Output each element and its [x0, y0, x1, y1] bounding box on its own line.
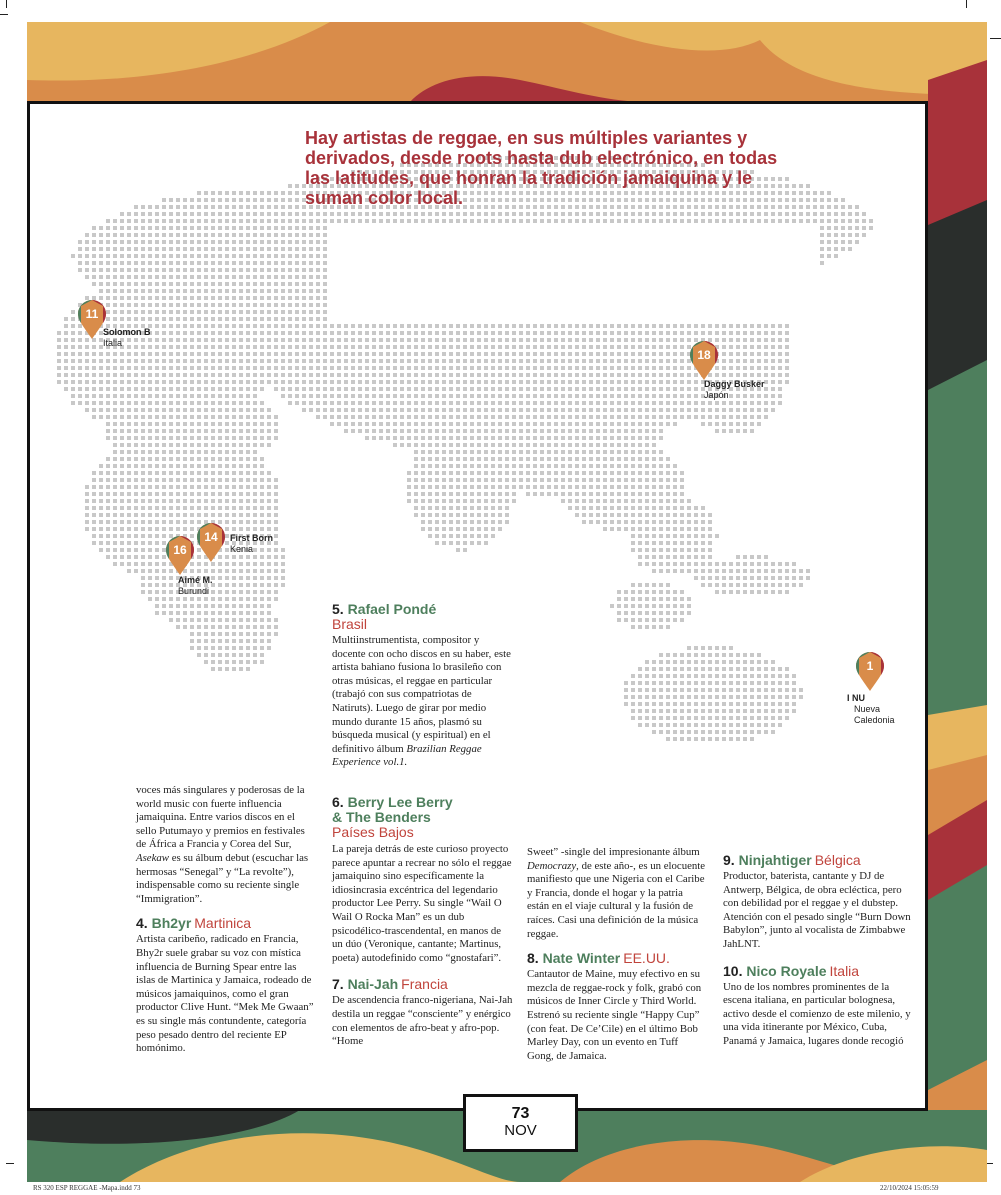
artist-country: Países Bajos	[332, 824, 414, 840]
article-heading	[527, 951, 707, 966]
artist-name: Daggy Busker	[704, 379, 765, 389]
artist-country: EE.UU.	[623, 950, 670, 967]
article-country-line	[332, 825, 514, 840]
artist-name: I NU	[847, 693, 865, 703]
article-number: 8.	[527, 950, 539, 967]
album-title: Brazilian Reggae Experience vol.1.	[332, 742, 482, 769]
article-body: Uno de los nombres prominentes de la escena italiana, en particular bolognesa, activo desde el comienzo de este milenio, y una vida itinerante por México, Cuba, Panamá y Jamaica, lugares donde recogió	[723, 980, 911, 1047]
artist-name: Ninjahtiger	[738, 852, 812, 868]
issue-month: NOV	[504, 1122, 537, 1139]
article-body: Productor, baterista, cantante y DJ de Antwerp, Bélgica, de obra ecléctica, pero con debilidad por el reggae y el dubstep. Atención con el pesado single “Burn Down Babylon”, junto al vocalista de Zimbabwe JahLNT.	[723, 870, 911, 950]
article-number: 6.	[332, 794, 344, 810]
pin-number: 11	[85, 307, 99, 321]
album-title: Democrazy	[527, 859, 577, 872]
column-1	[136, 784, 314, 1056]
artist-name: Rafael Pondé	[347, 601, 437, 617]
article-body	[332, 634, 514, 770]
artist-country: Burundi	[178, 586, 210, 596]
column-4	[723, 853, 913, 1049]
slug-left: RS 320 ESP REGGAE -Mapa.indd 73	[33, 1184, 141, 1192]
article-number: 10.	[723, 962, 743, 979]
pin-label-1	[824, 693, 895, 726]
article-body: Cantautor de Maine, muy efectivo en su mezcla de reggae-rock y folk, grabó con músicos de Inner Circle y Third World. Estrenó su reciente single “Happy Cup” (con feat. De Ce’Cile) en el último Bob Marley Day, con un evento en Tuff Gong, de Jamaica.	[527, 968, 702, 1062]
article-text: , de este año-, es un elocuente manifiesto que une Nigeria con el Caribe y Francia, donde el hogar y la patria están en el viaje cultural y la fusión de raíces. Casi una definición de la música reggae.	[527, 859, 706, 940]
article-text: Sweet” -single del impresionante álbum	[527, 846, 700, 858]
artist-country: Francia	[401, 976, 448, 993]
artist-name: Aimé M.	[178, 575, 213, 585]
article-heading	[332, 602, 514, 617]
article-number: 9.	[723, 852, 735, 868]
article-5	[332, 602, 514, 770]
artist-name: Nate Winter	[542, 950, 621, 967]
pin-marker-18	[689, 341, 719, 381]
pin-number: 1	[866, 659, 874, 673]
pin-number: 16	[173, 543, 187, 557]
pin-number: 18	[697, 348, 711, 362]
artist-name: Berry Lee Berry	[347, 794, 453, 810]
article-heading	[332, 977, 514, 992]
artist-country: Nueva Caledonia	[854, 704, 895, 725]
article-number: 5.	[332, 601, 344, 617]
pin-label-14	[230, 533, 273, 555]
column-2	[332, 795, 514, 1049]
artist-country: Martinica	[194, 915, 252, 932]
artist-name: Bh2yr	[151, 915, 192, 932]
page-number-box	[463, 1094, 578, 1152]
pin-marker-16	[165, 536, 195, 576]
article-heading-line2	[332, 810, 514, 825]
headline: Hay artistas de reggae, en sus múltiples variantes y derivados, desde roots hasta dub electrónico, en todas las latitudes, que honran la tradición jamaiquina y le suman color local.	[305, 128, 778, 208]
article-country-line	[332, 617, 514, 632]
album-title: Asekaw	[136, 851, 169, 864]
article-body: Artista caribeño, radicado en Francia, Bhy2r suele grabar su voz con mística influencia de Burning Spear entre las islas de Martinica y Jamaica, rodeado de músicos jamaiquinos, como el gran productor Clive Hunt. “Mek Me Gwaan” es su single más contundente, categoría peso pesado dentro del reciente EP homónimo.	[136, 933, 314, 1055]
article-body: De ascendencia franco-nigeriana, Nai-Jah destila un reggae “consciente” y enérgico con elementos de afro-beat y afro-pop. “Home	[332, 994, 513, 1048]
article-body	[136, 784, 314, 906]
pin-marker-14	[196, 523, 226, 563]
artist-country: Italia	[103, 338, 123, 348]
artist-name-cont: & The Benders	[332, 809, 431, 825]
article-heading	[723, 853, 913, 868]
article-text: voces más singulares y poderosas de la world music con fuerte influencia jamaiquina. Entre varios discos en el sello Putumayo y premios en festivales de África a Francia y Corea del Sur,	[136, 784, 305, 851]
page-number: 73	[511, 1105, 530, 1122]
artist-name: Nai-Jah	[347, 976, 399, 993]
artist-country: Bélgica	[814, 852, 861, 868]
article-body	[527, 846, 707, 941]
artist-country: Italia	[829, 962, 860, 979]
artist-name: Nico Royale	[746, 962, 827, 979]
column-3	[527, 846, 707, 1063]
article-text: es su álbum debut (escuchar las hermosas “Senegal” y “La revolte”), indispensable como su reciente single “Immigration”.	[136, 851, 309, 905]
artist-country: Brasil	[332, 616, 368, 632]
article-heading	[723, 964, 913, 979]
article-body: La pareja detrás de este curioso proyecto parece apuntar a recrear no sólo el reggae jamaiquino sino específicamente la idiosincrasia excéntrica del legendario productor Lee Perry. Su single “Wail O Wail O Rocka Man” es un dub psicodélico-trascendental, en manos de un dúo (Veronique, cantante; Martinus, poeta) autodefinido como “gnostafari”.	[332, 843, 512, 964]
pin-label-16	[178, 575, 213, 597]
pin-number: 14	[204, 530, 218, 544]
slug-right: 22/10/2024 15:05:59	[880, 1184, 939, 1192]
pin-label-18	[704, 379, 765, 401]
artist-country: Japón	[704, 390, 729, 400]
article-text: Multiinstrumentista, compositor y docente con ocho discos en su haber, este artista bahiano fusiona lo brasileño con otras músicas, el reggae en particular (trabajó con sus compatriotas de Natiruts). Luego de girar por medio mundo durante 15 años, plasmó su búsqueda musical (y espiritual) en el definitivo álbum	[332, 634, 511, 755]
artist-name: First Born	[230, 533, 274, 543]
pin-marker-1	[855, 652, 885, 692]
article-number: 7.	[332, 976, 344, 993]
artist-country: Kenia	[230, 544, 254, 554]
artist-name: Solomon B	[103, 327, 151, 337]
article-heading	[136, 916, 314, 931]
pin-label-11	[103, 327, 151, 349]
article-heading	[332, 795, 514, 810]
article-number: 4.	[136, 915, 148, 932]
